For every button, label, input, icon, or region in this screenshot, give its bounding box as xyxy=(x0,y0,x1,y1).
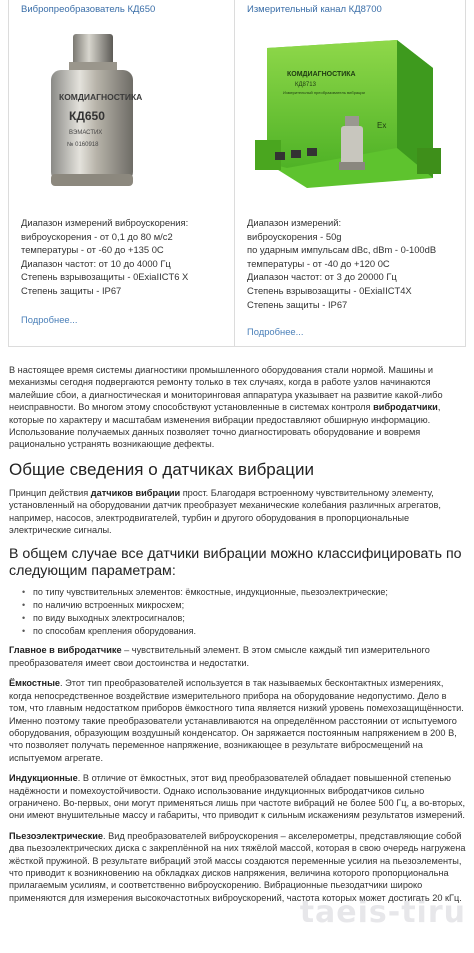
channel-ex-text: Ex xyxy=(377,121,387,130)
spec-line: виброускорения - 50g xyxy=(247,230,342,242)
product-specs xyxy=(21,216,188,298)
channel-sub-text: Измерительный преобразователь вибрации xyxy=(283,90,365,95)
sensor-brand-text: КОМДИАГНОСТИКА xyxy=(59,92,143,102)
product-specs xyxy=(247,216,436,311)
piezo-paragraph: Пьезоэлектрические. Вид преобразователей виброускорения – акселерометры, представляющие собой два пьезоэлектрических диска с закреплённой на них тяжёлой массой, которая в свою очередь нагружена жёсткой пружиной. В результате вибраций этой массы создаются переменные усилия на пьезоэлементы, что приводит к возникновению на обкладках дисков напряжения, величина которого пропорциональна прилагаемым усилиям, и соответственно виброускорению. Вибрационные пьезодатчики широко применяются для измерения высокочастотных виброускорений, частота которых может достигать 20 кГц. xyxy=(9,830,466,903)
list-item: • по способам крепления оборудования. xyxy=(9,625,467,638)
sensor-model-text: КД650 xyxy=(69,109,105,123)
list-item: • по виду выходных электросигналов; xyxy=(9,612,467,625)
article-content xyxy=(9,364,467,904)
section-heading: Общие сведения о датчиках вибрации xyxy=(9,459,314,479)
product-card-kd8700 xyxy=(235,0,467,347)
spec-line: Степень взрывозащиты - 0ExiaIICT6 X xyxy=(21,271,189,283)
spec-line: Степень защиты - IP67 xyxy=(21,284,122,296)
product-card-kd650 xyxy=(9,0,235,347)
sensor-sub-text: ВЭМАСТИХ xyxy=(69,130,103,136)
main-paragraph: Главное в вибродатчике – чувствительный элемент. В этом смысле каждый тип измерительного преобразователя имеет свои достоинства и недостатки. xyxy=(9,645,430,668)
spec-line: Диапазон частот: от 10 до 4000 Гц xyxy=(21,257,171,269)
channel-brand-text: КОМДИАГНОСТИКА xyxy=(287,71,356,78)
principle-paragraph: Принцип действия датчиков вибрации прост. Благодаря встроенному чувствительному элементу, установленный на оборудовании датчик преобразует механические колебания различных агрегатов, например, насосов, электродвигателей, турбин и другого оборудования в пропорциональные электрические сигналы. xyxy=(9,487,441,536)
capacitive-paragraph: Ёмкостные. Этот тип преобразователей используется в так называемых бесконтактных измерениях, когда непосредственное воздействие измерительного прибора на оборудование недопустимо. Дело в том, что главным недостатком приборов ёмкостного типа является низкий уровень помехозащищённости. Именно поэтому такие преобразователи устанавливаются на определённом расстоянии от испытуемого оборудования, образующим воздушный конденсатор. Он заряжается постоянным напряжением в 200 В, что позволяет получать переменное напряжение, возникающее в результате вибросмещений на испытуемом агрегате. xyxy=(9,678,464,763)
spec-line: по ударным импульсам dBc, dBm - 0-100dB xyxy=(247,244,437,256)
spec-line: Степень защиты - IP67 xyxy=(247,298,348,310)
channel-model-text: КД8713 xyxy=(295,82,316,88)
product-title-link[interactable]: Вибропреобразователь КД650 xyxy=(21,4,156,15)
spec-line: Диапазон частот: от 3 до 20000 Гц xyxy=(247,271,397,283)
sensor-serial-text: № 0160918 xyxy=(67,142,99,148)
subsection-heading: В общем случае все датчики вибрации можно классифицировать по следующим параметрам: xyxy=(9,546,462,580)
list-item: • по типу чувствительных элементов: ёмкостные, индукционные, пьезоэлектрические; xyxy=(9,586,467,599)
spec-line: виброускорения - от 0,1 до 80 м/с2 xyxy=(21,230,173,242)
list-item: • по наличию встроенных микросхем; xyxy=(9,599,467,612)
sensor-kd650-image[interactable] xyxy=(21,28,221,198)
intro-paragraph: В настоящее время системы диагностики промышленного оборудования стали нормой. Машины и механизмы сегодня подвергаются ремонту только в тех случаях, когда в работе узлов начинаются малейшие сбои, а диагностическая и мониторинговая аппаратура указывает на развитие какой-либо неисправности. Во многом этому способствуют установленные в системах контроля вибродатчики, которые по характеру и масштабам изменения вибрации предоставляют обширную информацию. Использование получаемых данных позволяет точно диагностировать оборудование и вовремя рационально устранять возникающие дефекты. xyxy=(9,365,443,450)
spec-line: температуры - от -40 до +120 0С xyxy=(247,257,390,269)
more-link[interactable]: Подробнее... xyxy=(247,326,304,337)
spec-line: Диапазон измерений: xyxy=(247,217,342,228)
classification-list xyxy=(9,586,467,638)
product-cards xyxy=(8,0,466,347)
more-link[interactable]: Подробнее... xyxy=(21,314,78,325)
spec-line: Диапазон измерений виброускорения: xyxy=(21,217,189,228)
channel-kd8700-image[interactable] xyxy=(247,28,455,198)
product-title-link[interactable]: Измерительный канал КД8700 xyxy=(247,4,382,15)
spec-line: Степень взрывозащиты - 0ExiaIICT4X xyxy=(247,284,412,296)
watermark: taeis-tiru xyxy=(299,895,466,930)
inductive-paragraph: Индукционные. В отличие от ёмкостных, этот вид преобразователей обладает повышенной степенью надёжности и помехоустойчивости. Однако использование индукционных вибродатчиков сильно ограничено. Во-первых, они могут применяться лишь при частоте вибраций не более 500 Гц, а во-вторых, они имеют внушительные массу и габариты, что приводит к сильным искажениям результатов измерений. xyxy=(9,773,465,821)
spec-line: температуры - от -60 до +135 0С xyxy=(21,244,164,256)
